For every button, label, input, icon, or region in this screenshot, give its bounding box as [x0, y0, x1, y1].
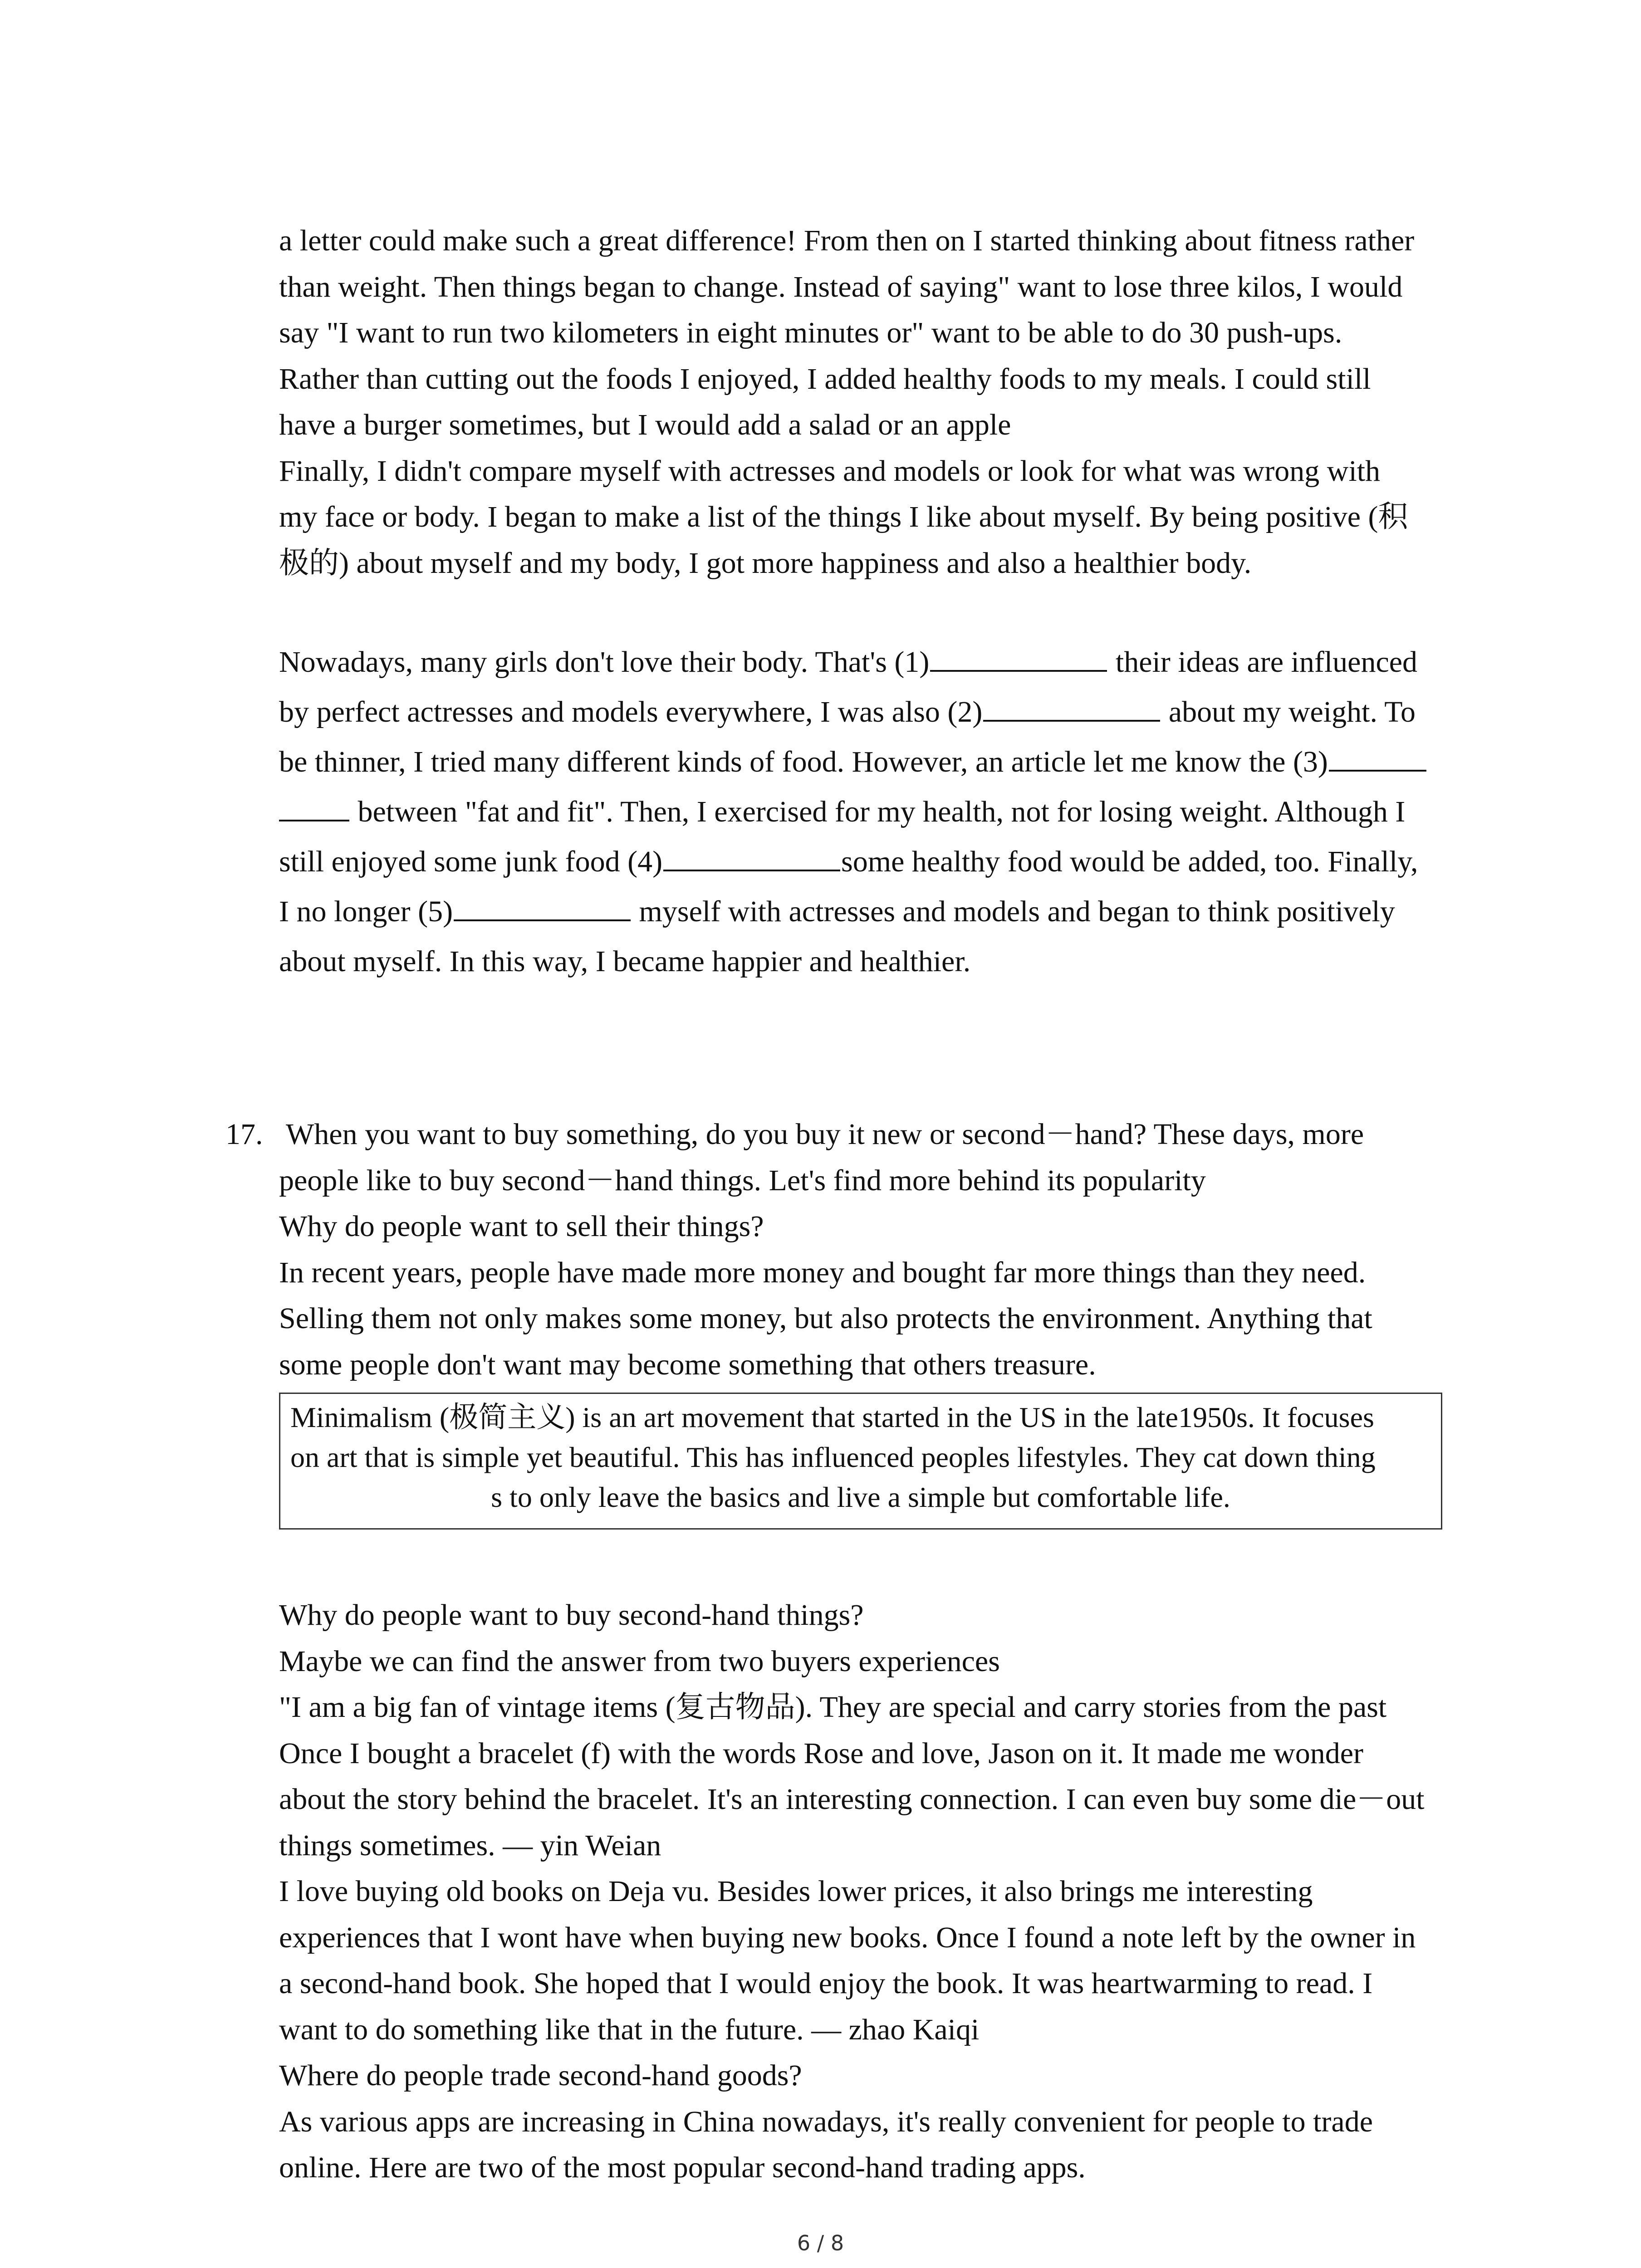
passage-line: When you want to buy something, do you buy it new or second－hand? These days, more [286, 1118, 1364, 1151]
passage-line: Once I bought a bracelet (f) with the words Rose and love, Jason on it. It made me wonder [279, 1736, 1363, 1770]
blank-4[interactable] [663, 842, 840, 871]
passage-line: than weight. Then things began to change. Instead of saying" want to lose three kilos, I would [279, 270, 1403, 303]
blank-3-continued[interactable] [279, 792, 349, 821]
passage-line: Rather than cutting out the foods I enjoyed, I added healthy foods to my meals. I could still [279, 362, 1371, 396]
passage-line: experiences that I wont have when buying new books. Once I found a note left by the owner in [279, 1921, 1416, 1954]
summary-line [279, 687, 1459, 737]
summary-line [279, 637, 1459, 687]
blank-2[interactable] [983, 693, 1160, 722]
passage-line: 极的) about myself and my body, I got more happiness and also a healthier body. [279, 546, 1252, 580]
box-line: Minimalism (极简主义) is an art movement that started in the US in the late1950s. It focuses [290, 1401, 1374, 1433]
summary-text: about my weight. To [1161, 695, 1416, 728]
summary-text: still enjoyed some junk food (4) [279, 845, 663, 878]
summary-text: by perfect actresses and models everywhere, I was also (2) [279, 695, 983, 728]
blank-5[interactable] [454, 892, 631, 921]
summary-text: their ideas are influenced [1108, 645, 1418, 679]
passage-heading: Why do people want to sell their things? [279, 1210, 764, 1243]
passage-line: Selling them not only makes some money, but also protects the environment. Anything that [279, 1302, 1372, 1335]
passage-line: have a burger sometimes, but I would add a salad or an apple [279, 408, 1011, 441]
passage-line: a second-hand book. She hoped that I would enjoy the book. It was heartwarming to read. I [279, 1967, 1373, 2000]
summary-text: Nowadays, many girls don't love their body. That's (1) [279, 645, 930, 679]
summary-line: about myself. In this way, I became happier and healthier. [279, 945, 971, 978]
summary-fill-in [279, 637, 1459, 987]
blank-3[interactable] [1329, 743, 1426, 772]
passage-line: some people don't want may become something that others treasure. [279, 1348, 1096, 1381]
passage-heading: Where do people trade second-hand goods? [279, 2059, 802, 2092]
passage-heading: Why do people want to buy second-hand things? [279, 1598, 864, 1632]
passage-continuation [279, 218, 1459, 586]
passage-line: I love buying old books on Deja vu. Besides lower prices, it also brings me interesting [279, 1875, 1313, 1908]
question-17-body [279, 1592, 1459, 2191]
summary-line [279, 737, 1459, 787]
question-number: 17. [225, 1118, 263, 1151]
passage-line: about the story behind the bracelet. It's an interesting connection. I can even buy some die－out [279, 1783, 1425, 1816]
page-number: 6 / 8 [797, 2231, 844, 2255]
passage-line: people like to buy second－hand things. Let's find more behind its popularity [279, 1163, 1206, 1197]
summary-text: between "fat and fit". Then, I exercised for my health, not for losing weight. Although I [350, 795, 1406, 828]
passage-line: a letter could make such a great difference! From then on I started thinking about fitness rather [279, 224, 1415, 257]
minimalism-box [279, 1393, 1442, 1530]
passage-line: my face or body. I began to make a list of the things I like about myself. By being positive (积 [279, 500, 1408, 533]
passage-line: things sometimes. — yin Weian [279, 1828, 661, 1862]
summary-text: some healthy food would be added, too. Finally, [841, 845, 1418, 878]
box-line: on art that is simple yet beautiful. This has influenced peoples lifestyles. They cat down thing [290, 1441, 1376, 1473]
summary-line [279, 787, 1459, 837]
question-17-intro [279, 1111, 1459, 1388]
passage-line: As various apps are increasing in China nowadays, it's really convenient for people to trade [279, 2105, 1373, 2138]
summary-line [279, 837, 1459, 887]
passage-line: want to do something like that in the future. — zhao Kaiqi [279, 2013, 980, 2046]
blank-1[interactable] [930, 643, 1107, 672]
passage-line: online. Here are two of the most popular second-hand trading apps. [279, 2151, 1086, 2184]
summary-text: be thinner, I tried many different kinds of food. However, an article let me know the (3) [279, 745, 1328, 778]
summary-text: I no longer (5) [279, 895, 453, 928]
passage-line: Finally, I didn't compare myself with actresses and models or look for what was wrong with [279, 454, 1381, 488]
passage-line: say "I want to run two kilometers in eight minutes or" want to be able to do 30 push-ups. [279, 316, 1342, 349]
summary-line [279, 887, 1459, 937]
summary-text: myself with actresses and models and began to think positively [632, 895, 1395, 928]
passage-line: Maybe we can find the answer from two buyers experiences [279, 1644, 1000, 1678]
box-line: s to only leave the basics and live a simple but comfortable life. [491, 1481, 1230, 1513]
passage-line: "I am a big fan of vintage items (复古物品). They are special and carry stories from the past [279, 1691, 1387, 1724]
passage-line: In recent years, people have made more money and bought far more things than they need. [279, 1256, 1366, 1289]
